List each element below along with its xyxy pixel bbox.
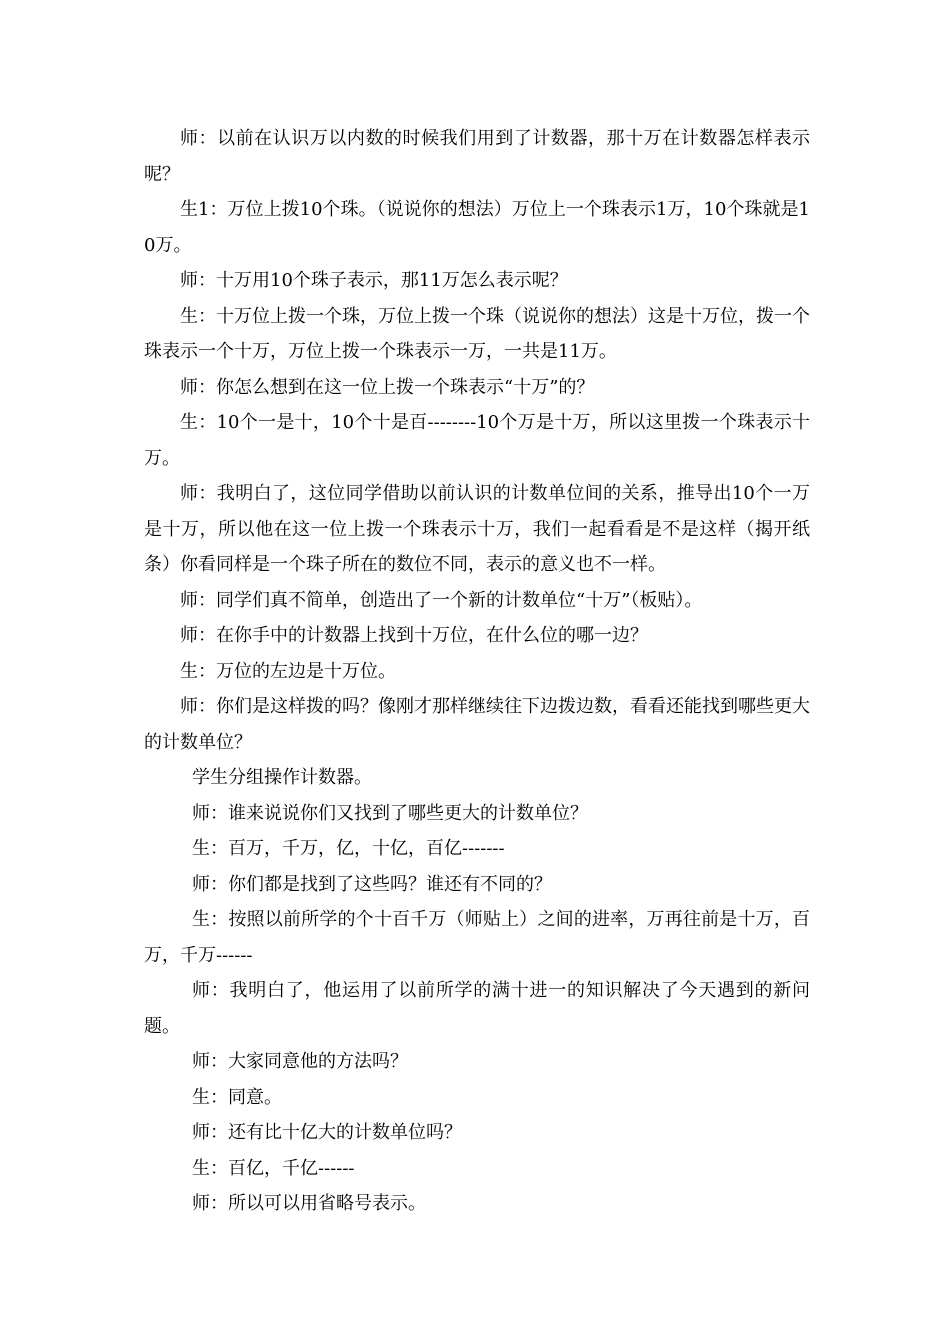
paragraph-student-answer: 生：百亿，千亿------ [192, 1157, 355, 1179]
paragraph-teacher-question: 师：谁来说说你们又找到了哪些更大的计数单位？ [192, 802, 588, 824]
paragraph-student-answer: 生1：万位上拨10个珠。（说说你的想法）万位上一个珠表示1万，10个珠就是10万。 [144, 199, 810, 256]
paragraph-teacher-question: 师：你们都是找到了这些吗？谁还有不同的？ [192, 873, 552, 895]
paragraph-teacher-question: 师：你们是这样拨的吗？像刚才那样继续往下边拨边数，看看还能找到哪些更大的计数单位？ [144, 696, 810, 753]
document-page [144, 121, 810, 1222]
paragraph-teacher-conclusion: 师：所以可以用省略号表示。 [192, 1193, 426, 1214]
paragraph-student-answer: 生：十万位上拨一个珠，万位上拨一个珠（说说你的想法）这是十万位，拨一个珠表示一个十万，万位上拨一个珠表示一万，一共是11万。 [144, 305, 810, 362]
paragraph-student-answer: 生：百万，千万，亿，十亿，百亿------- [192, 838, 505, 859]
paragraph-student-answer: 生：按照以前所学的个十百千万（师贴上）之间的进率，万再往前是十万，百万，千万------ [144, 909, 810, 966]
paragraph-teacher-question: 师：还有比十亿大的计数单位吗？ [192, 1122, 462, 1143]
paragraph-student-answer: 生：同意。 [192, 1086, 282, 1108]
paragraph-teacher-remark: 师：同学们真不简单，创造出了一个新的计数单位“十万”（板贴）。 [180, 589, 703, 611]
paragraph-teacher-question: 师：以前在认识万以内数的时候我们用到了计数器，那十万在计数器怎样表示呢？ [144, 128, 810, 185]
paragraph-teacher-question: 师：你怎么想到在这一位上拨一个珠表示“十万”的？ [180, 376, 595, 398]
paragraph-teacher-question: 师：十万用10个珠子表示，那11万怎么表示呢？ [180, 270, 568, 291]
paragraph-teacher-question: 师：在你手中的计数器上找到十万位，在什么位的哪一边？ [180, 625, 648, 646]
paragraph-teacher-question: 师：大家同意他的方法吗？ [192, 1051, 408, 1072]
paragraph-student-answer: 生：万位的左边是十万位。 [180, 660, 396, 682]
paragraph-activity-note: 学生分组操作计数器。 [192, 767, 372, 788]
paragraph-teacher-explanation: 师：我明白了，这位同学借助以前认识的计数单位间的关系，推导出10个一万是十万，所以他在这一位上拨一个珠表示十万，我们一起看看是不是这样（揭开纸条）你看同样是一个珠子所在的数位不同，表示的意义也不一样。 [144, 483, 810, 575]
paragraph-student-answer: 生：10个一是十，10个十是百--------10个万是十万，所以这里拨一个珠表示十万。 [144, 412, 810, 469]
paragraph-teacher-explanation: 师：我明白了，他运用了以前所学的满十进一的知识解决了今天遇到的新问题。 [144, 980, 810, 1037]
